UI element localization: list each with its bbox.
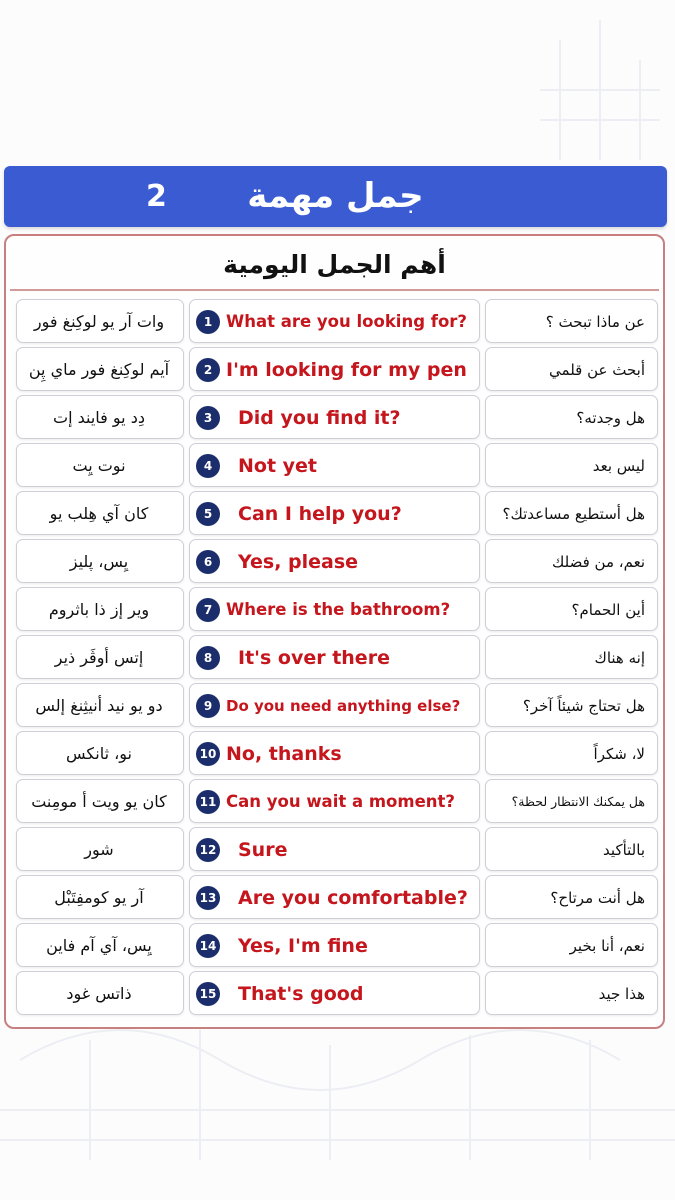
arabic-translation: هل أنت مرتاح؟ <box>550 889 645 907</box>
number-badge: 7 <box>196 598 220 622</box>
english-cell <box>189 827 480 871</box>
arabic-translation: هل تحتاج شيئاً آخر؟ <box>522 697 645 715</box>
arabic-cell <box>485 395 658 439</box>
pronunciation-cell <box>16 779 184 823</box>
arabic-cell <box>485 779 658 823</box>
number-badge: 5 <box>196 502 220 526</box>
english-cell <box>189 875 480 919</box>
pronunciation-cell <box>16 443 184 487</box>
arabic-translation: بالتأكيد <box>603 841 645 859</box>
pronunciation-text: دِد يو فايند إت <box>53 408 145 427</box>
arabic-cell <box>485 923 658 967</box>
english-phrase: Sure <box>238 839 288 861</box>
table-row <box>16 299 657 343</box>
english-cell <box>189 491 480 535</box>
arabic-cell <box>485 635 658 679</box>
table-row <box>16 731 657 775</box>
arabic-cell <box>485 491 658 535</box>
english-cell <box>189 683 480 727</box>
table-row <box>16 875 657 919</box>
number-badge: 12 <box>196 838 220 862</box>
english-phrase: Yes, please <box>238 551 359 573</box>
arabic-cell <box>485 443 658 487</box>
arabic-translation: أين الحمام؟ <box>571 601 645 619</box>
english-cell <box>189 923 480 967</box>
english-phrase: Where is the bathroom? <box>226 600 451 619</box>
table-row <box>16 443 657 487</box>
arabic-cell <box>485 347 658 391</box>
arabic-translation: عن ماذا تبحث ؟ <box>545 313 645 331</box>
pronunciation-text: ذاتس غود <box>66 984 132 1003</box>
table-row <box>16 347 657 391</box>
pronunciation-cell <box>16 539 184 583</box>
arabic-translation: لا، شكراً <box>593 745 645 763</box>
pronunciation-text: شور <box>84 840 114 859</box>
page-title: جمل مهمة <box>247 176 424 216</box>
number-badge: 4 <box>196 454 220 478</box>
english-phrase: That's good <box>238 983 364 1005</box>
arabic-cell <box>485 683 658 727</box>
pronunciation-text: كان يو ويت أ مومِنت <box>31 792 167 811</box>
arabic-cell <box>485 587 658 631</box>
number-badge: 10 <box>196 742 220 766</box>
arabic-cell <box>485 731 658 775</box>
pronunciation-text: وير إز ذا باثروم <box>48 600 150 619</box>
pronunciation-text: نو، ثانكس <box>66 744 132 763</box>
arabic-translation: أبحث عن قلمي <box>549 361 645 379</box>
pronunciation-cell <box>16 731 184 775</box>
table-row <box>16 539 657 583</box>
arabic-translation: هل وجدته؟ <box>576 409 645 427</box>
english-cell <box>189 395 480 439</box>
page-number: 2 <box>146 179 167 214</box>
pronunciation-cell <box>16 587 184 631</box>
arabic-cell <box>485 971 658 1015</box>
card-subtitle: أهم الجمل اليومية <box>10 240 659 291</box>
arabic-translation: نعم، أنا بخير <box>569 937 645 955</box>
pronunciation-text: يِس، آي آم فاين <box>46 936 152 955</box>
number-badge: 11 <box>196 790 220 814</box>
number-badge: 8 <box>196 646 220 670</box>
table-row <box>16 491 657 535</box>
pronunciation-cell <box>16 299 184 343</box>
pronunciation-text: نوت يِت <box>72 456 126 475</box>
pronunciation-cell <box>16 491 184 535</box>
number-badge: 13 <box>196 886 220 910</box>
english-phrase: Do you need anything else? <box>226 697 461 715</box>
english-cell <box>189 971 480 1015</box>
english-phrase: What are you looking for? <box>226 312 467 331</box>
number-badge: 3 <box>196 406 220 430</box>
pronunciation-cell <box>16 827 184 871</box>
pronunciation-cell <box>16 635 184 679</box>
pronunciation-text: يِس، پليز <box>69 552 129 571</box>
english-phrase: Yes, I'm fine <box>238 935 368 957</box>
pronunciation-text: دو يو نيد أنيثِنغ إلس <box>35 696 163 715</box>
english-cell <box>189 779 480 823</box>
arabic-translation: نعم، من فضلك <box>551 553 645 571</box>
arabic-translation: هل أستطيع مساعدتك؟ <box>502 505 645 523</box>
pronunciation-cell <box>16 923 184 967</box>
pronunciation-text: آيم لوكِنغ فور ماي پِن <box>28 360 170 379</box>
pronunciation-cell <box>16 347 184 391</box>
table-row <box>16 395 657 439</box>
number-badge: 9 <box>196 694 220 718</box>
table-row <box>16 587 657 631</box>
pronunciation-cell <box>16 683 184 727</box>
number-badge: 6 <box>196 550 220 574</box>
english-cell <box>189 443 480 487</box>
english-cell <box>189 539 480 583</box>
pronunciation-text: وات آر يو لوكِنغ فور <box>33 312 165 331</box>
title-bar <box>4 166 667 227</box>
number-badge: 1 <box>196 310 220 334</box>
table-row <box>16 827 657 871</box>
number-badge: 14 <box>196 934 220 958</box>
pronunciation-cell <box>16 971 184 1015</box>
arabic-translation: هذا جيد <box>598 985 645 1003</box>
english-cell <box>189 635 480 679</box>
arabic-translation: هل يمكنك الانتظار لحظة؟ <box>511 794 645 809</box>
english-phrase: Can I help you? <box>238 503 402 525</box>
arabic-cell <box>485 299 658 343</box>
table-row <box>16 635 657 679</box>
pronunciation-cell <box>16 875 184 919</box>
pronunciation-text: آر يو كومفِتَبْل <box>54 888 144 907</box>
english-phrase: Not yet <box>238 455 318 477</box>
phrases-card <box>4 234 665 1029</box>
english-phrase: Did you find it? <box>238 407 401 429</box>
english-phrase: I'm looking for my pen <box>226 359 467 381</box>
arabic-translation: ليس بعد <box>592 457 645 475</box>
english-cell <box>189 347 480 391</box>
pronunciation-cell <box>16 395 184 439</box>
english-cell <box>189 299 480 343</box>
table-row <box>16 923 657 967</box>
arabic-cell <box>485 875 658 919</box>
table-row <box>16 779 657 823</box>
arabic-cell <box>485 827 658 871</box>
table-row <box>16 971 657 1015</box>
english-cell <box>189 731 480 775</box>
english-phrase: Are you comfortable? <box>238 887 468 909</box>
pronunciation-text: إتس أوڤَر ذير <box>54 648 144 667</box>
table-row <box>16 683 657 727</box>
english-phrase: No, thanks <box>226 743 342 765</box>
arabic-translation: إنه هناك <box>594 649 645 667</box>
number-badge: 2 <box>196 358 220 382</box>
number-badge: 15 <box>196 982 220 1006</box>
pronunciation-text: كان آي هِلب يو <box>49 504 149 523</box>
english-phrase: Can you wait a moment? <box>226 792 455 811</box>
english-cell <box>189 587 480 631</box>
arabic-cell <box>485 539 658 583</box>
english-phrase: It's over there <box>238 647 390 669</box>
